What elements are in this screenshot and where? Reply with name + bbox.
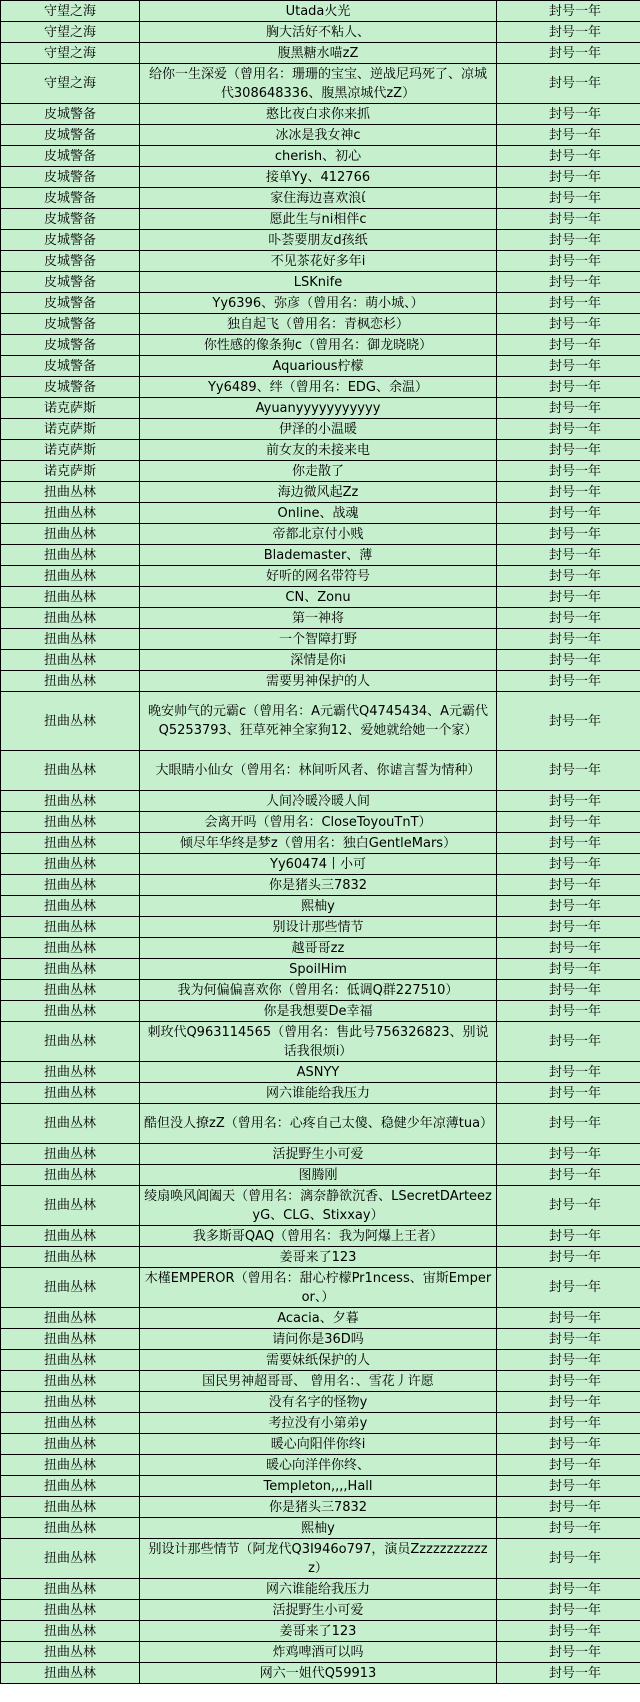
name-cell: 海边微风起Zz xyxy=(140,482,497,503)
server-cell: 扭曲丛林 xyxy=(1,1455,140,1476)
table-row xyxy=(1,461,640,482)
server-cell: 皮城警备 xyxy=(1,104,140,125)
server-cell: 扭曲丛林 xyxy=(1,1518,140,1539)
server-cell: 扭曲丛林 xyxy=(1,1083,140,1104)
server-cell: 扭曲丛林 xyxy=(1,1308,140,1329)
server-cell: 扭曲丛林 xyxy=(1,1022,140,1062)
name-cell: 你是我想要De幸福 xyxy=(140,1001,497,1022)
server-cell: 扭曲丛林 xyxy=(1,629,140,650)
status-cell: 封号一年 xyxy=(497,1226,640,1247)
name-cell: 姜哥来了123 xyxy=(140,1621,497,1642)
status-cell: 封号一年 xyxy=(497,188,640,209)
name-cell: 活捉野生小可爱 xyxy=(140,1600,497,1621)
status-cell: 封号一年 xyxy=(497,104,640,125)
server-cell: 守望之海 xyxy=(1,22,140,43)
name-cell: Acacia、夕暮 xyxy=(140,1308,497,1329)
name-cell: 伊泽的小温暖 xyxy=(140,419,497,440)
name-cell: 愿此生与ni相伴c xyxy=(140,209,497,230)
name-cell: 不见茶花好多年i xyxy=(140,251,497,272)
name-cell: 冰冰是我女神c xyxy=(140,125,497,146)
status-cell: 封号一年 xyxy=(497,440,640,461)
table-row xyxy=(1,1476,640,1497)
server-cell: 扭曲丛林 xyxy=(1,917,140,938)
server-cell: 扭曲丛林 xyxy=(1,1104,140,1144)
table-row xyxy=(1,503,640,524)
status-cell: 封号一年 xyxy=(497,629,640,650)
table-row xyxy=(1,293,640,314)
server-cell: 扭曲丛林 xyxy=(1,1371,140,1392)
status-cell: 封号一年 xyxy=(497,1434,640,1455)
status-cell: 封号一年 xyxy=(497,1600,640,1621)
status-cell: 封号一年 xyxy=(497,461,640,482)
table-row xyxy=(1,167,640,188)
table-row xyxy=(1,959,640,980)
status-cell: 封号一年 xyxy=(497,146,640,167)
server-cell: 扭曲丛林 xyxy=(1,1642,140,1663)
table-row xyxy=(1,272,640,293)
table-row xyxy=(1,608,640,629)
table-row xyxy=(1,896,640,917)
server-cell: 守望之海 xyxy=(1,64,140,104)
server-cell: 扭曲丛林 xyxy=(1,482,140,503)
table-row xyxy=(1,419,640,440)
name-cell: 刺玫代Q963114565（曾用名：售此号756326823、别说话我很烦i） xyxy=(140,1022,497,1062)
table-row xyxy=(1,751,640,791)
status-cell: 封号一年 xyxy=(497,1165,640,1186)
server-cell: 扭曲丛林 xyxy=(1,980,140,1001)
table-row xyxy=(1,671,640,692)
name-cell: 需要男神保护的人 xyxy=(140,671,497,692)
server-cell: 扭曲丛林 xyxy=(1,1001,140,1022)
name-cell: 倾尽年华终是梦z（曾用名：独白GentleMars） xyxy=(140,833,497,854)
name-cell: Aquarious柠檬 xyxy=(140,356,497,377)
status-cell: 封号一年 xyxy=(497,503,640,524)
name-cell: 越哥哥zz xyxy=(140,938,497,959)
table-row xyxy=(1,1434,640,1455)
status-cell: 封号一年 xyxy=(497,1104,640,1144)
server-cell: 扭曲丛林 xyxy=(1,1247,140,1268)
table-row xyxy=(1,43,640,64)
name-cell: 前女友的未接来电 xyxy=(140,440,497,461)
server-cell: 诺克萨斯 xyxy=(1,440,140,461)
status-cell: 封号一年 xyxy=(497,1455,640,1476)
table-row xyxy=(1,1600,640,1621)
table-row xyxy=(1,566,640,587)
status-cell: 封号一年 xyxy=(497,608,640,629)
table-row xyxy=(1,812,640,833)
table-row xyxy=(1,104,640,125)
status-cell: 封号一年 xyxy=(497,1001,640,1022)
table-row xyxy=(1,1062,640,1083)
name-cell: 一个智障打野 xyxy=(140,629,497,650)
status-cell: 封号一年 xyxy=(497,1186,640,1226)
table-row xyxy=(1,692,640,751)
name-cell: 你是猪头三7832 xyxy=(140,1497,497,1518)
table-row xyxy=(1,1497,640,1518)
server-cell: 扭曲丛林 xyxy=(1,566,140,587)
name-cell: 我为何偏偏喜欢你（曾用名：低调Q群227510） xyxy=(140,980,497,1001)
table-row xyxy=(1,875,640,896)
name-cell: 大眼睛小仙女（曾用名：林间听风者、你谑言誓为情种） xyxy=(140,751,497,791)
table-row xyxy=(1,980,640,1001)
server-cell: 扭曲丛林 xyxy=(1,751,140,791)
table-row xyxy=(1,1144,640,1165)
status-cell: 封号一年 xyxy=(497,251,640,272)
server-cell: 皮城警备 xyxy=(1,356,140,377)
server-cell: 守望之海 xyxy=(1,1,140,22)
table-row xyxy=(1,398,640,419)
table-row xyxy=(1,1329,640,1350)
name-cell: Templeton,,,,Hall xyxy=(140,1476,497,1497)
status-cell: 封号一年 xyxy=(497,812,640,833)
server-cell: 诺克萨斯 xyxy=(1,419,140,440)
status-cell: 封号一年 xyxy=(497,1663,640,1684)
status-cell: 封号一年 xyxy=(497,875,640,896)
server-cell: 皮城警备 xyxy=(1,188,140,209)
server-cell: 扭曲丛林 xyxy=(1,692,140,751)
status-cell: 封号一年 xyxy=(497,980,640,1001)
status-cell: 封号一年 xyxy=(497,917,640,938)
status-cell: 封号一年 xyxy=(497,1247,640,1268)
table-row xyxy=(1,791,640,812)
table-row xyxy=(1,854,640,875)
status-cell: 封号一年 xyxy=(497,833,640,854)
table-row xyxy=(1,1392,640,1413)
name-cell: Online、战魂 xyxy=(140,503,497,524)
name-cell: Yy6396、弥彦（曾用名：萌小城、） xyxy=(140,293,497,314)
name-cell: 你是猪头三7832 xyxy=(140,875,497,896)
status-cell: 封号一年 xyxy=(497,356,640,377)
name-cell: 别设计那些情节（阿龙代Q3I946o797，演员Zzzzzzzzzzzz） xyxy=(140,1539,497,1579)
table-row xyxy=(1,64,640,104)
table-row xyxy=(1,22,640,43)
status-cell: 封号一年 xyxy=(497,1144,640,1165)
table-row xyxy=(1,1186,640,1226)
table-row xyxy=(1,629,640,650)
table-row xyxy=(1,314,640,335)
name-cell: 你走散了 xyxy=(140,461,497,482)
server-cell: 扭曲丛林 xyxy=(1,1600,140,1621)
table-row xyxy=(1,1226,640,1247)
name-cell: 酷但没人撩zZ（曾用名：心疼自己太傻、稳健少年凉薄tua） xyxy=(140,1104,497,1144)
table-row xyxy=(1,524,640,545)
status-cell: 封号一年 xyxy=(497,587,640,608)
name-cell: 暖心向洋伴你终、 xyxy=(140,1455,497,1476)
server-cell: 扭曲丛林 xyxy=(1,1392,140,1413)
table-row xyxy=(1,545,640,566)
table-row xyxy=(1,1621,640,1642)
table-row xyxy=(1,251,640,272)
server-cell: 扭曲丛林 xyxy=(1,671,140,692)
status-cell: 封号一年 xyxy=(497,167,640,188)
name-cell: CN、Zonu xyxy=(140,587,497,608)
table-row xyxy=(1,377,640,398)
name-cell: 木槿EMPEROR（曾用名：甜心柠檬Pr1ncess、宙斯Emperor、） xyxy=(140,1268,497,1308)
server-cell: 扭曲丛林 xyxy=(1,1434,140,1455)
table-row xyxy=(1,1104,640,1144)
table-row xyxy=(1,1268,640,1308)
status-cell: 封号一年 xyxy=(497,751,640,791)
table-row xyxy=(1,1350,640,1371)
server-cell: 皮城警备 xyxy=(1,272,140,293)
table-row xyxy=(1,482,640,503)
name-cell: 需要妹纸保护的人 xyxy=(140,1350,497,1371)
name-cell: 考拉没有小第弟y xyxy=(140,1413,497,1434)
server-cell: 皮城警备 xyxy=(1,314,140,335)
name-cell: 熙柚y xyxy=(140,1518,497,1539)
name-cell: 憨比夜白求你来抓 xyxy=(140,104,497,125)
server-cell: 扭曲丛林 xyxy=(1,938,140,959)
name-cell: 暖心向阳伴你终i xyxy=(140,1434,497,1455)
server-cell: 扭曲丛林 xyxy=(1,650,140,671)
name-cell: 腹黑糖水喵zZ xyxy=(140,43,497,64)
server-cell: 皮城警备 xyxy=(1,377,140,398)
name-cell: LSKnife xyxy=(140,272,497,293)
table-row xyxy=(1,440,640,461)
server-cell: 皮城警备 xyxy=(1,230,140,251)
table-row xyxy=(1,1663,640,1684)
status-cell: 封号一年 xyxy=(497,419,640,440)
status-cell: 封号一年 xyxy=(497,1579,640,1600)
status-cell: 封号一年 xyxy=(497,791,640,812)
name-cell: 活捉野生小可爱 xyxy=(140,1144,497,1165)
server-cell: 扭曲丛林 xyxy=(1,1268,140,1308)
server-cell: 扭曲丛林 xyxy=(1,545,140,566)
name-cell: 给你一生深爱（曾用名：珊珊的宝宝、逆战尼玛死了、凉城代308648336、腹黑凉城代zZ） xyxy=(140,64,497,104)
status-cell: 封号一年 xyxy=(497,398,640,419)
status-cell: 封号一年 xyxy=(497,1308,640,1329)
name-cell: Yy6489、绊（曾用名：EDG、余温） xyxy=(140,377,497,398)
name-cell: 炸鸡啤酒可以吗 xyxy=(140,1642,497,1663)
table-row xyxy=(1,125,640,146)
status-cell: 封号一年 xyxy=(497,1371,640,1392)
status-cell: 封号一年 xyxy=(497,854,640,875)
name-cell: 图腾刚 xyxy=(140,1165,497,1186)
table-row xyxy=(1,146,640,167)
server-cell: 诺克萨斯 xyxy=(1,398,140,419)
server-cell: 皮城警备 xyxy=(1,293,140,314)
status-cell: 封号一年 xyxy=(497,938,640,959)
ban-list-body xyxy=(1,1,640,1684)
name-cell: ASNYY xyxy=(140,1062,497,1083)
name-cell: 熙柚y xyxy=(140,896,497,917)
server-cell: 扭曲丛林 xyxy=(1,1476,140,1497)
server-cell: 扭曲丛林 xyxy=(1,1497,140,1518)
server-cell: 扭曲丛林 xyxy=(1,1579,140,1600)
name-cell: Blademaster、薄 xyxy=(140,545,497,566)
name-cell: 好听的网名带符号 xyxy=(140,566,497,587)
status-cell: 封号一年 xyxy=(497,671,640,692)
server-cell: 扭曲丛林 xyxy=(1,587,140,608)
name-cell: 人间冷暖冷暖人间 xyxy=(140,791,497,812)
server-cell: 皮城警备 xyxy=(1,209,140,230)
name-cell: 国民男神超哥哥、 曾用名：、雪花丿许愿 xyxy=(140,1371,497,1392)
name-cell: 胸大活好不粘人、 xyxy=(140,22,497,43)
table-row xyxy=(1,917,640,938)
status-cell: 封号一年 xyxy=(497,1621,640,1642)
status-cell: 封号一年 xyxy=(497,209,640,230)
server-cell: 皮城警备 xyxy=(1,167,140,188)
name-cell: 晚安帅气的元霸c（曾用名：A元霸代Q4745434、A元霸代Q5253793、狂草死神全家狗12、爱她就给她一个家） xyxy=(140,692,497,751)
status-cell: 封号一年 xyxy=(497,1642,640,1663)
status-cell: 封号一年 xyxy=(497,314,640,335)
status-cell: 封号一年 xyxy=(497,524,640,545)
name-cell: 网六谁能给我压力 xyxy=(140,1579,497,1600)
table-row xyxy=(1,1083,640,1104)
status-cell: 封号一年 xyxy=(497,896,640,917)
table-row xyxy=(1,1579,640,1600)
server-cell: 守望之海 xyxy=(1,43,140,64)
table-row xyxy=(1,1022,640,1062)
server-cell: 扭曲丛林 xyxy=(1,791,140,812)
server-cell: 扭曲丛林 xyxy=(1,608,140,629)
server-cell: 皮城警备 xyxy=(1,146,140,167)
server-cell: 扭曲丛林 xyxy=(1,1350,140,1371)
name-cell: 接单Yy、412766 xyxy=(140,167,497,188)
table-row xyxy=(1,356,640,377)
name-cell: SpoilHim xyxy=(140,959,497,980)
status-cell: 封号一年 xyxy=(497,230,640,251)
name-cell: 网六一姐代Q59913 xyxy=(140,1663,497,1684)
status-cell: 封号一年 xyxy=(497,1392,640,1413)
status-cell: 封号一年 xyxy=(497,482,640,503)
status-cell: 封号一年 xyxy=(497,650,640,671)
status-cell: 封号一年 xyxy=(497,959,640,980)
status-cell: 封号一年 xyxy=(497,1497,640,1518)
table-row xyxy=(1,1308,640,1329)
status-cell: 封号一年 xyxy=(497,1518,640,1539)
table-row xyxy=(1,1455,640,1476)
table-row xyxy=(1,1518,640,1539)
table-row xyxy=(1,209,640,230)
server-cell: 扭曲丛林 xyxy=(1,1663,140,1684)
server-cell: 扭曲丛林 xyxy=(1,1226,140,1247)
server-cell: 扭曲丛林 xyxy=(1,1539,140,1579)
server-cell: 扭曲丛林 xyxy=(1,1413,140,1434)
server-cell: 扭曲丛林 xyxy=(1,812,140,833)
name-cell: Ayuanyyyyyyyyyyy xyxy=(140,398,497,419)
table-row xyxy=(1,650,640,671)
server-cell: 扭曲丛林 xyxy=(1,959,140,980)
name-cell: 卟荟要朋友d孩纸 xyxy=(140,230,497,251)
status-cell: 封号一年 xyxy=(497,43,640,64)
name-cell: 独自起飞（曾用名：青枫恋杉） xyxy=(140,314,497,335)
name-cell: 请问你是36D吗 xyxy=(140,1329,497,1350)
status-cell: 封号一年 xyxy=(497,1,640,22)
name-cell: Yy60474丨小可 xyxy=(140,854,497,875)
status-cell: 封号一年 xyxy=(497,566,640,587)
server-cell: 扭曲丛林 xyxy=(1,896,140,917)
status-cell: 封号一年 xyxy=(497,22,640,43)
status-cell: 封号一年 xyxy=(497,272,640,293)
table-row xyxy=(1,1413,640,1434)
table-row xyxy=(1,1371,640,1392)
table-row xyxy=(1,1,640,22)
status-cell: 封号一年 xyxy=(497,1476,640,1497)
status-cell: 封号一年 xyxy=(497,1022,640,1062)
status-cell: 封号一年 xyxy=(497,1268,640,1308)
server-cell: 扭曲丛林 xyxy=(1,833,140,854)
name-cell: 我多斯哥QAQ（曾用名：我为阿爆上王者） xyxy=(140,1226,497,1247)
table-row xyxy=(1,587,640,608)
status-cell: 封号一年 xyxy=(497,1413,640,1434)
table-row xyxy=(1,335,640,356)
name-cell: 别设计那些情节 xyxy=(140,917,497,938)
name-cell: cherish、初心 xyxy=(140,146,497,167)
server-cell: 扭曲丛林 xyxy=(1,1165,140,1186)
server-cell: 皮城警备 xyxy=(1,335,140,356)
status-cell: 封号一年 xyxy=(497,1350,640,1371)
status-cell: 封号一年 xyxy=(497,293,640,314)
status-cell: 封号一年 xyxy=(497,377,640,398)
server-cell: 诺克萨斯 xyxy=(1,461,140,482)
name-cell: 第一神将 xyxy=(140,608,497,629)
server-cell: 皮城警备 xyxy=(1,125,140,146)
server-cell: 扭曲丛林 xyxy=(1,875,140,896)
status-cell: 封号一年 xyxy=(497,1062,640,1083)
table-row xyxy=(1,1539,640,1579)
name-cell: 绫扇唤风阊阖天（曾用名：漓奈静欲沉香、LSecretDArteezyG、CLG、Stixxay） xyxy=(140,1186,497,1226)
table-row xyxy=(1,1001,640,1022)
status-cell: 封号一年 xyxy=(497,692,640,751)
server-cell: 扭曲丛林 xyxy=(1,1329,140,1350)
server-cell: 扭曲丛林 xyxy=(1,1186,140,1226)
name-cell: 帝都北京付小贱 xyxy=(140,524,497,545)
name-cell: 网六谁能给我压力 xyxy=(140,1083,497,1104)
server-cell: 扭曲丛林 xyxy=(1,854,140,875)
status-cell: 封号一年 xyxy=(497,1539,640,1579)
status-cell: 封号一年 xyxy=(497,1083,640,1104)
table-row xyxy=(1,833,640,854)
status-cell: 封号一年 xyxy=(497,335,640,356)
server-cell: 扭曲丛林 xyxy=(1,1621,140,1642)
server-cell: 皮城警备 xyxy=(1,251,140,272)
status-cell: 封号一年 xyxy=(497,545,640,566)
status-cell: 封号一年 xyxy=(497,64,640,104)
name-cell: 会离开吗（曾用名：CloseToyouTnT） xyxy=(140,812,497,833)
server-cell: 扭曲丛林 xyxy=(1,1062,140,1083)
table-row xyxy=(1,1642,640,1663)
status-cell: 封号一年 xyxy=(497,1329,640,1350)
name-cell: Utada火光 xyxy=(140,1,497,22)
name-cell: 你性感的像条狗c（曾用名：御龙晓晓） xyxy=(140,335,497,356)
table-row xyxy=(1,230,640,251)
table-row xyxy=(1,1165,640,1186)
table-row xyxy=(1,1247,640,1268)
name-cell: 深情是你i xyxy=(140,650,497,671)
name-cell: 没有名字的怪物y xyxy=(140,1392,497,1413)
server-cell: 扭曲丛林 xyxy=(1,1144,140,1165)
name-cell: 姜哥来了123 xyxy=(140,1247,497,1268)
server-cell: 扭曲丛林 xyxy=(1,524,140,545)
table-row xyxy=(1,938,640,959)
status-cell: 封号一年 xyxy=(497,125,640,146)
name-cell: 家住海边喜欢浪ί xyxy=(140,188,497,209)
server-cell: 扭曲丛林 xyxy=(1,503,140,524)
table-row xyxy=(1,188,640,209)
